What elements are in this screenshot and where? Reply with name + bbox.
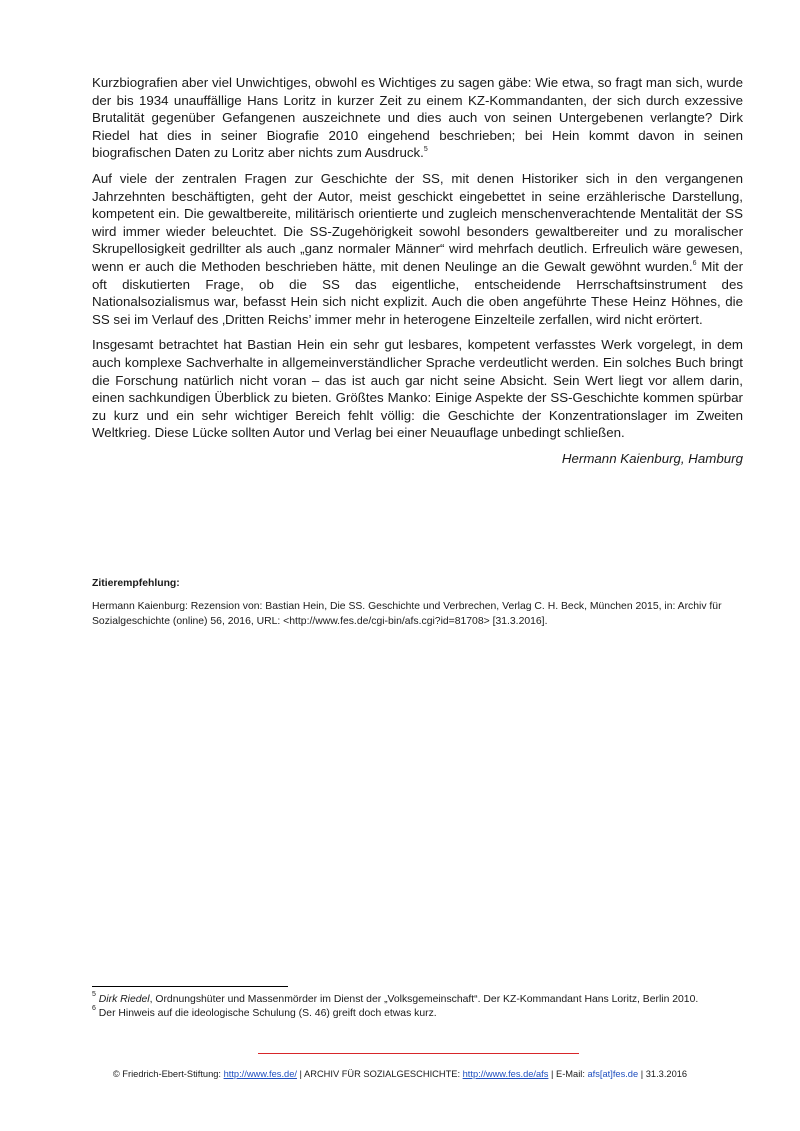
- footer-copyright: © Friedrich-Ebert-Stiftung:: [112, 1069, 224, 1079]
- paragraph-2-text-b: Mit der oft diskutierten Frage, ob die SS das eigentliche, entscheidende Herrschaftsinstrument des Nationalsozialismus war, befasst Hein sich nicht explizit. Auch die oben angeführte These Heinz Höhnes, die SS sei im Verlauf des ‚Dritten Reichs’ immer mehr in heterogene Einzelteile zerfallen, wird nicht erörtert.: [92, 258, 743, 327]
- page-footer: [0, 1069, 800, 1079]
- footer-email-label: | E-Mail:: [548, 1069, 588, 1079]
- paragraph-2-text-a: Auf viele der zentralen Fragen zur Geschichte der SS, mit denen Historiker sich in den vergangenen Jahrzehnten beschäftigten, geht der Autor, meist geschickt eingebettet in seine erzählerische Darstellung, kompetent ein. Die gewaltbereite, militärisch orientierte und zugleich menschenverachtende Mentalität der SS wird immer wieder beleuchtet. Die SS-Zugehörigkeit sowohl besonders gewaltbereiter und zu moralischer Skrupellosigkeit gedrillter als auch „ganz normaler Männer“ wird mehrfach deutlich. Erfreulich wäre gewesen, wenn er auch die Methoden beschrieben hätte, mit denen Neulinge an die Gewalt gewöhnt wurden.: [92, 170, 743, 274]
- fes-link[interactable]: http://www.fes.de/: [223, 1069, 297, 1079]
- citation-text: Hermann Kaienburg: Rezension von: Bastian Hein, Die SS. Geschichte und Verbrechen, Verlag C. H. Beck, München 2015, in: Archiv für Sozialgeschichte (online) 56, 2016, URL: <http://www.fes.de/cgi-bin/afs.cgi?id=81708> [31.3.2016].: [92, 601, 722, 627]
- footer-archive-label: | ARCHIV FÜR SOZIALGESCHICHTE:: [296, 1069, 463, 1079]
- paragraph-1: [92, 74, 743, 162]
- footnote-6-text: Der Hinweis auf die ideologische Schulung (S. 46) greift doch etwas kurz.: [95, 1008, 437, 1019]
- author-signature: Hermann Kaienburg, Hamburg: [561, 450, 743, 466]
- afs-link[interactable]: http://www.fes.de/afs: [462, 1069, 549, 1079]
- footnote-ref-6[interactable]: 6: [692, 259, 697, 267]
- review-body: [92, 74, 743, 467]
- paragraph-1-text: Kurzbiografien aber viel Unwichtiges, obwohl es Wichtiges zu sagen gäbe: Wie etwa, so fragt man sich, wurde der bis 1934 unauffällige Hans Loritz in kurzer Zeit zu einem KZ-Kommandanten, der sich durch exzessive Brutalität gegenüber Gefangenen auszeichnete und dies auch von seinen Untergebenen verlangte? Dirk Riedel hat dies in seiner Biografie 2010 eingehend beschrieben; bei Hein kommt davon in seinen biografischen Daten zu Loritz aber nichts zum Ausdruck.: [92, 75, 743, 161]
- paragraph-3: Insgesamt betrachtet hat Bastian Hein ein sehr gut lesbares, kompetent verfasstes Werk vorgelegt, in dem auch komplexe Sachverhalte in allgemeinverständlicher Sprache verdeutlicht werden. Ein solches Buch bringt die Forschung natürlich nicht voran – das ist auch gar nicht seine Absicht. Sein Wert liegt vor allem darin, einen sachkundigen Überblick zu bieten. Größtes Manko: Einige Aspekte der SS-Geschichte kommen spürbar zu kurz und ein sehr wichtiger Bereich fehlt völlig: die Geschichte der Konzentrationslager im Zweiten Weltkrieg. Diese Lücke sollten Autor und Verlag bei einer Neuauflage unbedingt schließen.: [92, 337, 743, 441]
- citation-heading: Zitierempfehlung:: [92, 578, 180, 589]
- footnote-6-number: 6: [92, 1005, 96, 1012]
- footnote-ref-5[interactable]: 5: [423, 146, 428, 154]
- footnote-6: [92, 1007, 743, 1021]
- footer-date: | 31.3.2016: [638, 1069, 688, 1079]
- footnote-divider: [92, 986, 288, 987]
- footer-email[interactable]: afs[at]fes.de: [587, 1069, 639, 1079]
- footnote-5-text: , Ordnungshüter und Massenmörder im Dienst der „Volksgemeinschaft“. Der KZ-Kommandant Hans Loritz, Berlin 2010.: [149, 994, 699, 1005]
- footnotes: [92, 993, 743, 1021]
- footer-divider: [258, 1053, 579, 1054]
- footnote-5-number: 5: [92, 991, 96, 998]
- footnote-5-author: Dirk Riedel: [98, 994, 150, 1005]
- footnote-5: [92, 993, 743, 1007]
- paragraph-2: [92, 170, 743, 328]
